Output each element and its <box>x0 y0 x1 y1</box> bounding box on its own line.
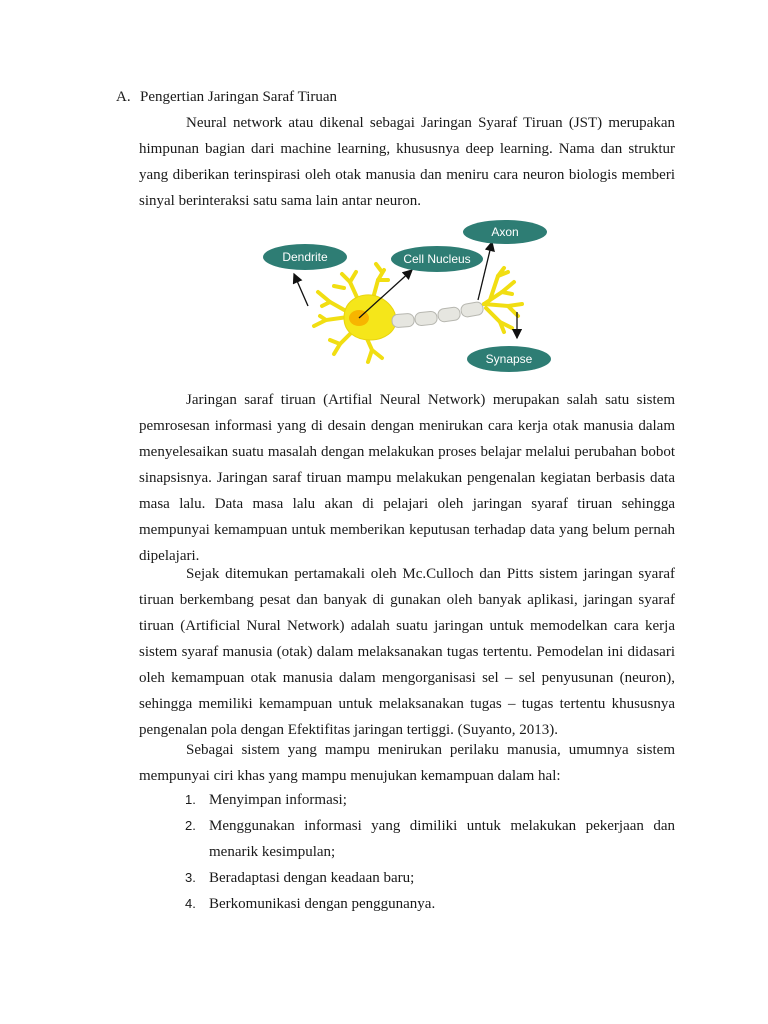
paragraph-ann-definition: Jaringan saraf tiruan (Artifial Neural Network) merupakan salah satu sistem pemrosesan informasi yang di desain dengan menirukan cara kerja otak manusia dalam menyelesaikan suatu masalah dengan melakukan proses belajar melalui perubahan bobot sinapsisnya. Jaringan saraf tiruan mampu melakukan pengenalan kegiatan berbasis data masa lalu. Data masa lalu akan di pelajari oleh jaringan syaraf tiruan sehingga mempunyai kemampuan untuk memberikan keputusan terhadap data yang belum pernah dipelajari. <box>139 392 675 564</box>
list-number: 2. <box>185 818 196 833</box>
list-number: 3. <box>185 870 196 885</box>
list-number: 1. <box>185 792 196 807</box>
list-text: Berkomunikasi dengan penggunanya. <box>209 896 436 912</box>
label-cell-nucleus-text: Cell Nucleus <box>403 252 471 266</box>
list-text: Menggunakan informasi yang dimiliki untuk melakukan pekerjaan dan menarik kesimpulan; <box>209 818 675 860</box>
list-text: Menyimpan informasi; <box>209 792 347 808</box>
paragraph-history: Sejak ditemukan pertamakali oleh Mc.Culloch dan Pitts sistem jaringan syaraf tiruan berkembang pesat dan banyak di gunakan oleh banyak aplikasi, jaringan syaraf tiruan (Artificial Nural Network) adalah suatu jaringan untuk memodelkan cara kerja sistem syaraf manusia (otak) dalam melaksanakan tugas tertentu. Pemodelan ini didasari oleh kemampuan otak manusia dalam mengorganisasi sel – sel penyusunan (neuron), sehingga memiliki kemampuan untuk melaksanakan tugas – tugas tertentu khususnya pengenalan pola dengan Efektifitas jaringan tertiggi. (Suyanto, 2013). <box>139 566 675 738</box>
list-item <box>185 865 675 891</box>
label-axon <box>463 220 547 244</box>
section-heading <box>116 87 337 107</box>
section-letter: A. <box>116 89 131 105</box>
label-dendrite-text: Dendrite <box>282 250 328 264</box>
label-dendrite <box>263 244 347 270</box>
capabilities-list <box>185 787 675 917</box>
section-title: Pengertian Jaringan Saraf Tiruan <box>140 89 338 105</box>
list-item <box>185 891 675 917</box>
label-axon-text: Axon <box>491 225 519 239</box>
list-item <box>185 787 675 813</box>
list-number: 4. <box>185 896 196 911</box>
axon-terminals <box>484 268 522 332</box>
list-item <box>185 813 675 865</box>
label-synapse <box>467 346 551 372</box>
label-synapse-text: Synapse <box>485 352 533 366</box>
list-text: Beradaptasi dengan keadaan baru; <box>209 870 415 886</box>
paragraph-intro: Neural network atau dikenal sebagai Jaringan Syaraf Tiruan (JST) merupakan himpunan bagian dari machine learning, khususnya deep learning. Nama dan struktur yang diberikan terinspirasi oleh otak manusia dan meniru cara neuron biologis memberi sinyal berinteraksi satu sama lain antar neuron. <box>139 115 675 209</box>
neuron-diagram <box>260 220 555 375</box>
paragraph-capabilities-intro: Sebagai sistem yang mampu menirukan perilaku manusia, umumnya sistem mempunyai ciri khas yang mampu menujukan kemampuan dalam hal: <box>139 742 675 784</box>
axon-segments <box>392 301 484 328</box>
label-cell-nucleus <box>391 246 483 272</box>
